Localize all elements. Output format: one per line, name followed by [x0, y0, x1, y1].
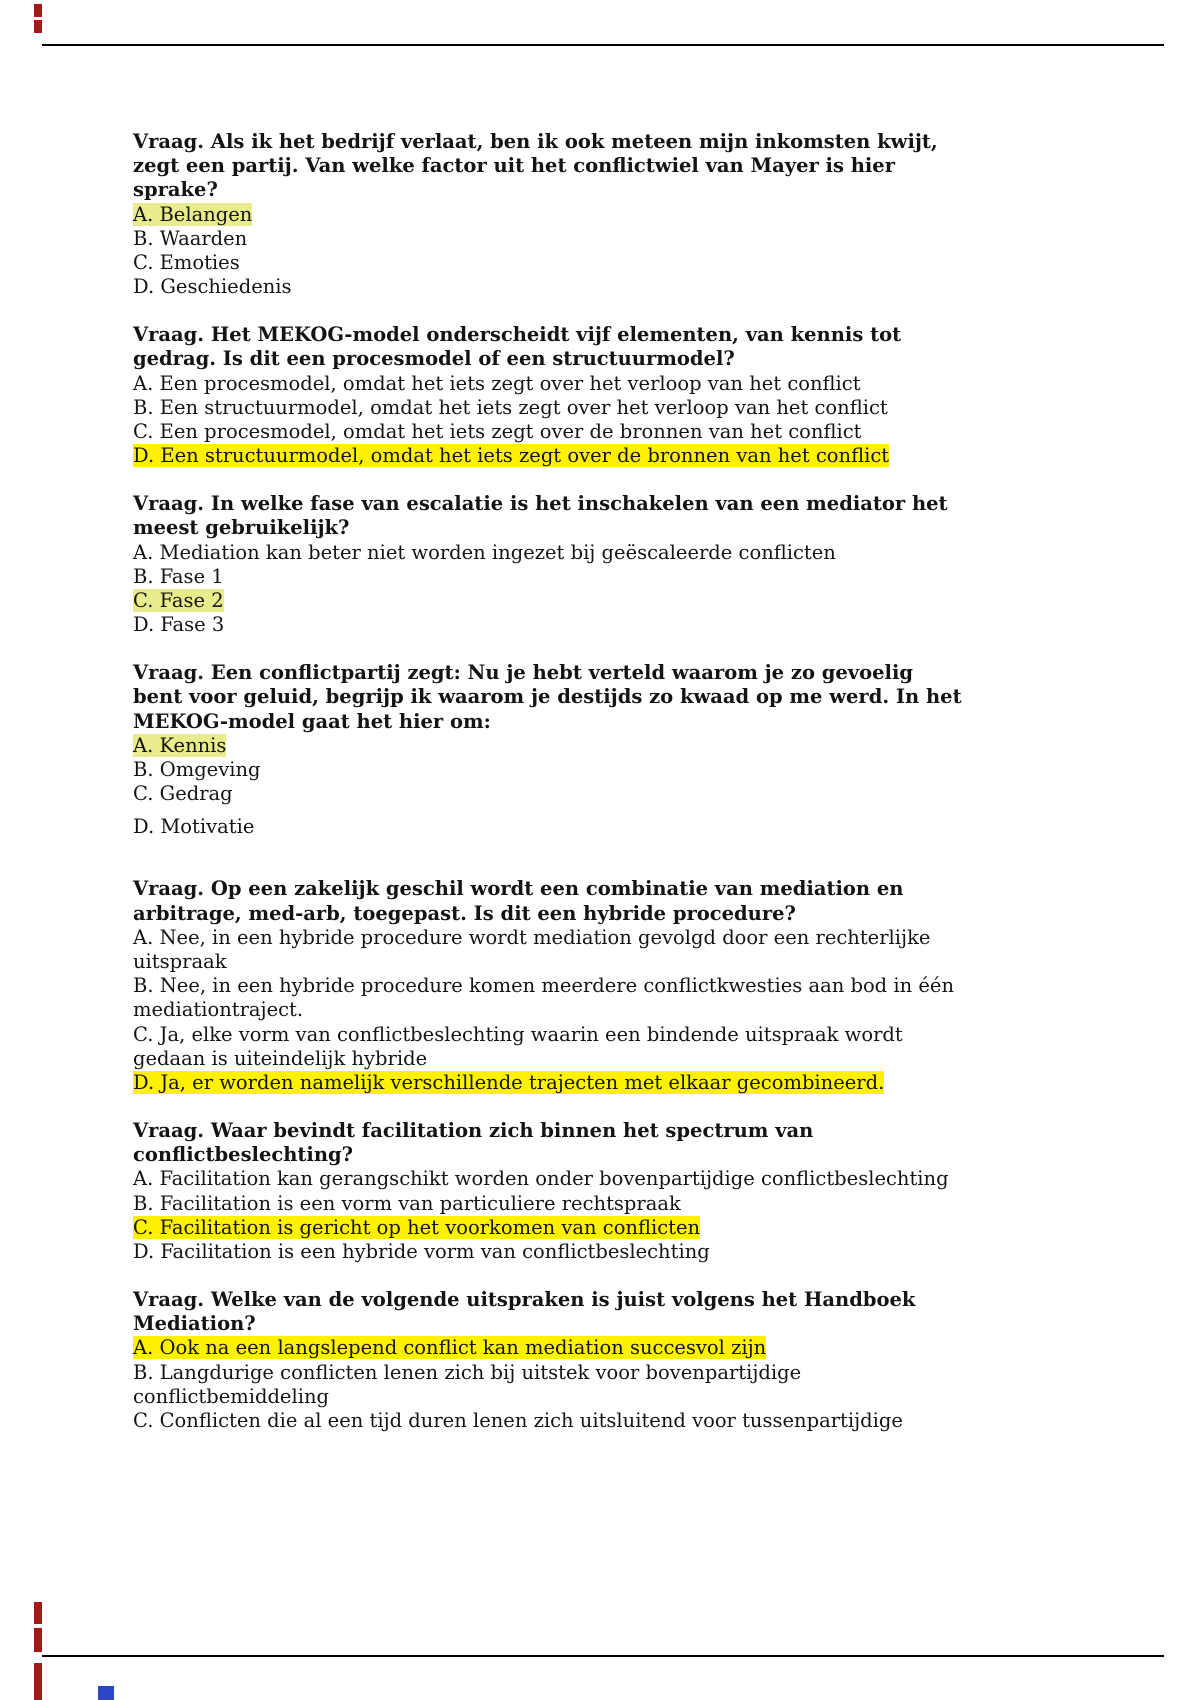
question-text: Vraag. Een conflictpartij zegt: Nu je hebt verteld waarom je zo gevoelig bent voor geluid, begrijp ik waarom je destijds zo kwaad op me werd. In het MEKOG-model gaat het hier om:	[133, 661, 962, 733]
answer-option	[133, 275, 968, 299]
answer-option	[133, 396, 968, 420]
answer-option-text: B. Facilitation is een vorm van particuliere rechtspraak	[133, 1191, 681, 1215]
answer-option-text: B. Omgeving	[133, 757, 261, 781]
question-block-5	[133, 877, 968, 1095]
question-block-3	[133, 492, 968, 637]
answer-option	[133, 758, 968, 782]
answer-option	[133, 734, 968, 758]
answer-option-text: B. Langdurige conflicten lenen zich bij uitstek voor bovenpartijdige conflictbemiddeling	[133, 1360, 802, 1408]
answer-option-text: A. Mediation kan beter niet worden ingezet bij geëscaleerde conflicten	[133, 540, 836, 564]
answer-option	[133, 1192, 968, 1216]
answer-option-text: B. Nee, in een hybride procedure komen meerdere conflictkwesties aan bod in één mediationtraject.	[133, 974, 954, 1022]
question-text: Vraag. Welke van de volgende uitspraken is juist volgens het Handboek Mediation?	[133, 1288, 916, 1336]
question-text: Vraag. Waar bevindt facilitation zich binnen het spectrum van conflictbeslechting?	[133, 1119, 814, 1167]
answer-option	[133, 227, 968, 251]
bottom-left-red-mark-3	[34, 1663, 42, 1700]
bottom-left-red-mark-1	[34, 1602, 42, 1624]
answer-option	[133, 926, 968, 974]
answer-option-text: D. Facilitation is een hybride vorm van conflictbeslechting	[133, 1239, 710, 1263]
answer-option-text: C. Fase 2	[133, 588, 224, 612]
answer-option	[133, 444, 968, 468]
answer-option	[133, 203, 968, 227]
answer-option-text: C. Gedrag	[133, 782, 233, 806]
question-text: Vraag. Op een zakelijk geschil wordt een combinatie van mediation en arbitrage, med-arb, toegepast. Is dit een hybride procedure?	[133, 877, 904, 925]
question-text: Vraag. Als ik het bedrijf verlaat, ben ik ook meteen mijn inkomsten kwijt, zegt een partij. Van welke factor uit het conflictwiel van Mayer is hier sprake?	[133, 130, 938, 202]
answer-option	[133, 1336, 968, 1360]
question-block-4	[133, 661, 968, 839]
top-left-red-mark-1	[34, 4, 42, 17]
answer-option	[133, 613, 968, 637]
answer-option	[133, 815, 968, 839]
answer-option-text: A. Facilitation kan gerangschikt worden onder bovenpartijdige conflictbeslechting	[133, 1167, 949, 1191]
answer-option	[133, 1167, 968, 1191]
answer-option	[133, 420, 968, 444]
answer-option	[133, 1216, 968, 1240]
answer-option-text: C. Een procesmodel, omdat het iets zegt over de bronnen van het conflict	[133, 419, 862, 443]
answer-option	[133, 565, 968, 589]
answer-option	[133, 251, 968, 275]
answer-option	[133, 589, 968, 613]
answer-option-text: B. Waarden	[133, 226, 248, 250]
question-text: Vraag. In welke fase van escalatie is het inschakelen van een mediator het meest gebruikelijk?	[133, 492, 948, 540]
answer-option-text: C. Facilitation is gericht op het voorkomen van conflicten	[133, 1215, 701, 1239]
answer-option-text: D. Ja, er worden namelijk verschillende trajecten met elkaar gecombineerd.	[133, 1070, 885, 1094]
answer-option	[133, 372, 968, 396]
top-horizontal-rule	[42, 44, 1164, 46]
answer-option	[133, 1240, 968, 1264]
answer-option	[133, 1409, 968, 1433]
answer-option	[133, 1361, 968, 1409]
answer-option-text: C. Emoties	[133, 250, 240, 274]
answer-option	[133, 1071, 968, 1095]
bottom-horizontal-rule	[42, 1655, 1164, 1657]
answer-option	[133, 1023, 968, 1071]
bottom-left-red-mark-2	[34, 1628, 42, 1652]
answer-option-text: B. Fase 1	[133, 564, 224, 588]
answer-option-text: D. Fase 3	[133, 613, 225, 637]
answer-option	[133, 974, 968, 1022]
answer-option-text: C. Conflicten die al een tijd duren lenen zich uitsluitend voor tussenpartijdige	[133, 1408, 903, 1432]
answer-option-text: A. Belangen	[133, 202, 253, 226]
answer-option-text: B. Een structuurmodel, omdat het iets zegt over het verloop van het conflict	[133, 395, 888, 419]
answer-option-text: D. Geschiedenis	[133, 275, 292, 299]
answer-option-text: A. Kennis	[133, 733, 227, 757]
answer-option	[133, 782, 968, 806]
question-block-6	[133, 1119, 968, 1264]
top-left-red-mark-2	[34, 20, 42, 33]
answer-option	[133, 541, 968, 565]
answer-option-text: A. Ook na een langslepend conflict kan mediation succesvol zijn	[133, 1336, 767, 1360]
question-text: Vraag. Het MEKOG-model onderscheidt vijf elementen, van kennis tot gedrag. Is dit een procesmodel of een structuurmodel?	[133, 323, 902, 371]
question-block-7	[133, 1288, 968, 1433]
question-block-1	[133, 130, 968, 299]
bottom-blue-mark	[98, 1686, 114, 1700]
answer-option-text: A. Een procesmodel, omdat het iets zegt over het verloop van het conflict	[133, 371, 861, 395]
question-block-2	[133, 323, 968, 468]
answer-option-text: C. Ja, elke vorm van conflictbeslechting waarin een bindende uitspraak wordt gedaan is uiteindelijk hybride	[133, 1022, 903, 1070]
quiz-content	[133, 130, 968, 1457]
answer-option-text: D. Motivatie	[133, 815, 255, 839]
answer-option-text: D. Een structuurmodel, omdat het iets zegt over de bronnen van het conflict	[133, 444, 890, 468]
answer-option-text: A. Nee, in een hybride procedure wordt mediation gevolgd door een rechterlijke uitspraak	[133, 925, 931, 973]
